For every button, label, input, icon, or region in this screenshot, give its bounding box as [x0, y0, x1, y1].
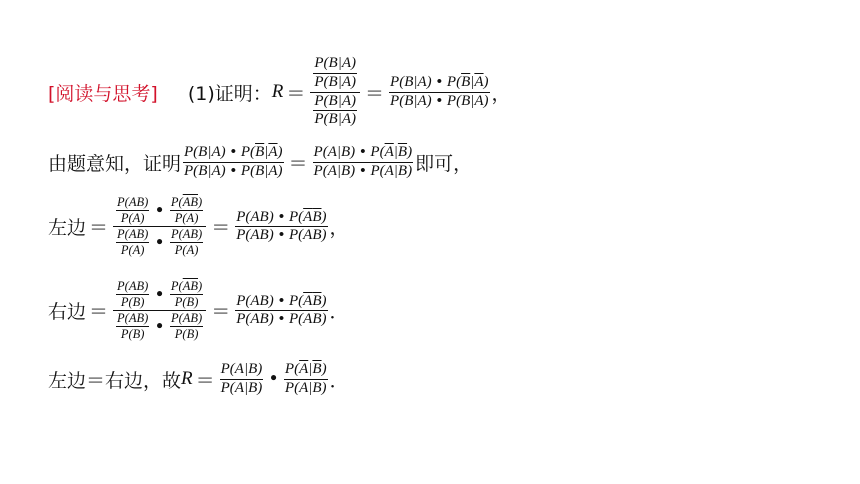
fraction-right: P(A|B) • P( $\overline{A}$ | $\overline{B}$ ) P( $\overline{A}$ |B) • P(A| $\overline{B}$ ): [313, 144, 413, 179]
fraction-c1: P(A|B) P( $\overline{A}$ |B): [220, 361, 263, 396]
right-side-label: 右边: [48, 301, 87, 324]
conclusion-text: 左边＝右边，故: [48, 369, 182, 392]
fraction-left-simplified: P(AB) • P( $\overline{A}$ $\overline{B}$ ) P(A $\overline{B}$ ) • P( $\overline{A}$ B): [236, 208, 327, 244]
lead-text: 由题意知，证明: [48, 152, 182, 175]
fraction-result: P(B|A) • P( $\overline{B}$ | $\overline{A}$ ) P( $\overline{B}$ |A) • P(B| $\overline{A}$ ): [390, 73, 489, 109]
compound-fraction: P(B|A) P( $\overline{B}$ |A) P(B| $\overline{A}$ ) P( $\overline{B}$ | $\overline{A}$ ): [310, 56, 360, 128]
var-r: R: [271, 81, 284, 102]
fraction-right-simplified: P(AB) • P( $\overline{A}$ $\overline{B}$ ) P(A $\overline{B}$ ) • P( $\overline{A}$ B): [236, 292, 327, 328]
line-1: [阅读与思考] (1)证明： R ＝ P(B|A) P( $\overline{B}$ |A) P(B| $\overline{A}$ ) P( $\overline{B}$ | $\overline{A}$ ) ＝ P(B|A) • P( $\overline{B}$ | $\overline{A}$ ) P( $\overline{B}$ |A) • P(B| $\overline{A}$ ) ，: [48, 55, 511, 128]
line-5: 左边＝右边，故 R ＝ P(A|B) P( $\overline{A}$ |B) • P( $\overline{A}$ | $\overline{B}$ ) P(A| $\overline{B}$ ) ．: [48, 361, 349, 396]
compound-fraction-left: $\frac{P(AB)}{P(A)}$ • P( $\overline{AB}$ ) P( $\overline{A}$ ) P(A $\overline{B}$ ) P(A) • P( $\overline{A}$ B) P( $\overline{A}$ ): [113, 196, 206, 258]
line-2: 由题意知，证明 P(B|A) • P( $\overline{B}$ | $\overline{A}$ ) P( $\overline{B}$ |A) • P(B| $\overline{A}$ ) ＝ P(A|B) • P( $\overline{A}$ | $\overline{B}$ ) P( $\overline{A}$ |B) • P(A| $\overline{B}$ ) 即可，: [48, 144, 473, 179]
fraction-c2: P( $\overline{A}$ | $\overline{B}$ ) P(A| $\overline{B}$ ): [284, 361, 327, 396]
fraction-left: P(B|A) • P( $\overline{B}$ | $\overline{A}$ ) P( $\overline{B}$ |A) • P(B| $\overline{A}$ ): [184, 144, 283, 179]
left-side-label: 左边: [48, 217, 87, 240]
line-4: 右边 ＝ $\frac{P(AB)}{P(B)}$ • P( $\overline{AB}$ ) P( $\overline{B}$ ) P( $\overline{A}$ B) P(B) • P(A $\overline{B}$ ) P( $\overline{B}$ ) ＝ P(AB) • P( $\overline{A}$ $\overline{B}$ ) P(A $\overline{B}$ ) • P( $\overline{A}$ B) ．: [48, 279, 349, 342]
suffix-text: 即可，: [415, 152, 473, 175]
proof-label: (1)证明：: [187, 82, 272, 105]
line-3: 左边 ＝ $\frac{P(AB)}{P(A)}$ • P( $\overline{AB}$ ) P( $\overline{A}$ ) P(A $\overline{B}$ ) P(A) • P( $\overline{A}$ B) P( $\overline{A}$ ) ＝ P(AB) • P( $\overline{A}$ $\overline{B}$ ) P(A $\overline{B}$ ) • P( $\overline{A}$ B) ，: [48, 195, 349, 258]
compound-fraction-right: $\frac{P(AB)}{P(B)}$ • P( $\overline{AB}$ ) P( $\overline{B}$ ) P( $\overline{A}$ B) P(B) • P(A $\overline{B}$ ) P( $\overline{B}$ ): [113, 280, 206, 342]
section-tag: [阅读与思考]: [48, 82, 158, 105]
